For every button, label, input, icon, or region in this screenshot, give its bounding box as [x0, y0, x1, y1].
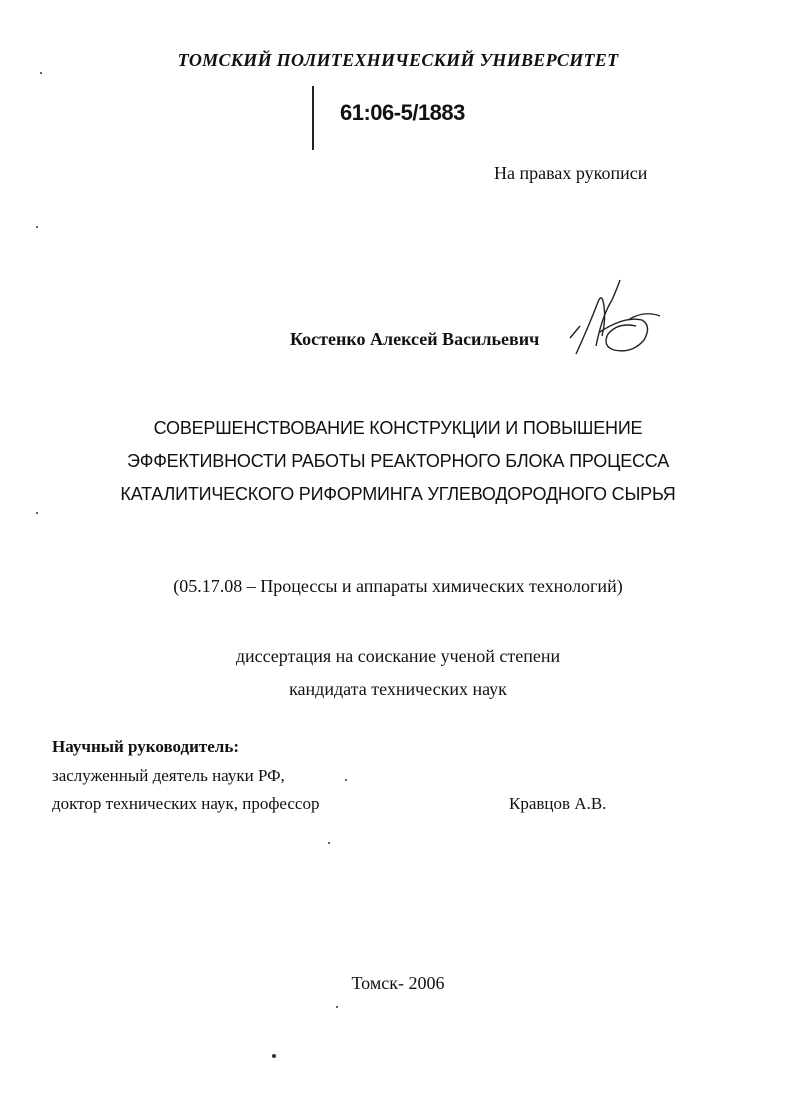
- degree-line-1: диссертация на соискание ученой степени: [235, 646, 561, 666]
- university-name: ТОМСКИЙ ПОЛИТЕХНИЧЕСКИЙ УНИВЕРСИТЕТ: [177, 50, 619, 70]
- specialty-code: (05.17.08 – Процессы и аппараты химических технологий): [173, 576, 623, 596]
- supervisor-name: Кравцов А.В.: [509, 794, 607, 813]
- city-year: Томск- 2006: [351, 973, 445, 993]
- stamp-vertical-line: [312, 86, 314, 150]
- library-stamp-code: 61:06-5/1883: [340, 100, 465, 125]
- dissertation-title: [0, 412, 796, 511]
- scan-speck: [36, 512, 38, 514]
- scan-speck: [272, 1054, 276, 1058]
- manuscript-rights-note: На правах рукописи: [494, 163, 648, 183]
- author-name: Костенко Алексей Васильевич: [290, 329, 540, 349]
- supervisor-title-1: заслуженный деятель науки РФ,: [52, 766, 285, 785]
- scan-speck: [40, 72, 42, 74]
- supervisor-heading: Научный руководитель:: [52, 737, 239, 756]
- title-line-3: КАТАЛИТИЧЕСКОГО РИФОРМИНГА УГЛЕВОДОРОДНОГО СЫРЬЯ: [120, 484, 676, 504]
- author-signature: [566, 276, 666, 366]
- supervisor-title-2: доктор технических наук, профессор: [52, 794, 320, 813]
- scan-speck: [328, 842, 330, 844]
- title-line-1: СОВЕРШЕНСТВОВАНИЕ КОНСТРУКЦИИ И ПОВЫШЕНИЕ: [153, 418, 643, 438]
- scan-speck: [36, 226, 38, 228]
- degree-statement: [0, 640, 796, 706]
- degree-line-2: кандидата технических наук: [289, 679, 507, 699]
- scan-speck: [336, 1006, 338, 1008]
- scan-speck: [345, 779, 347, 781]
- title-line-2: ЭФФЕКТИВНОСТИ РАБОТЫ РЕАКТОРНОГО БЛОКА ПРОЦЕССА: [126, 451, 670, 471]
